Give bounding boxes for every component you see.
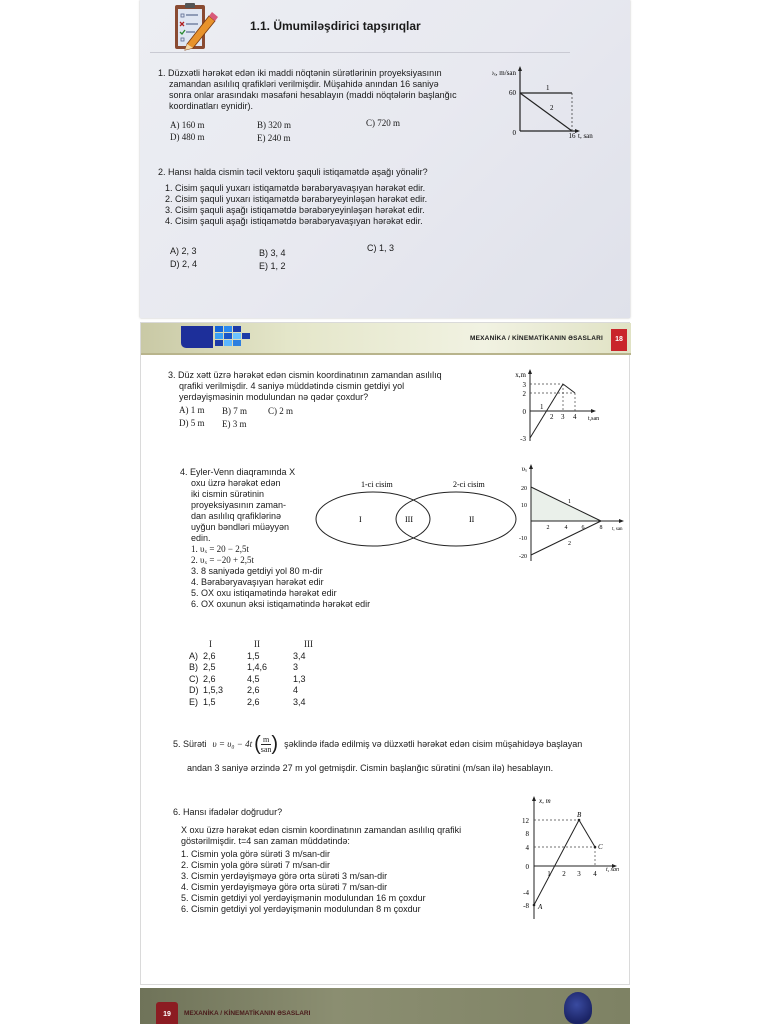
svg-text:8: 8 <box>599 525 603 531</box>
page-3 <box>140 988 630 1024</box>
q4-velocity-graph <box>513 461 628 561</box>
q2-item: 2. Cisim şaquli yuxarı istiqamətdə bərabəryeyinləşən hərəkət edir. <box>165 194 428 204</box>
page-2 <box>140 322 630 985</box>
table-row[interactable]: C) 2,6 4,5 1,3 <box>189 673 306 684</box>
q1-line: sonra onlar arasındakı məsafəni hesablayın (maddi nöqtələrin başlanğıc <box>169 90 457 100</box>
svg-text:-10: -10 <box>519 536 527 542</box>
publisher-logo <box>181 326 213 348</box>
q3-option-b[interactable]: B) 7 m <box>222 406 248 416</box>
q4-answer-table <box>189 639 334 708</box>
svg-text:2: 2 <box>546 525 550 531</box>
section-title: 1.1. Ümumiləşdirici tapşırıqlar <box>250 19 421 33</box>
svg-text:4: 4 <box>573 413 577 421</box>
logo-tiles-icon <box>215 326 251 348</box>
svg-text:0: 0 <box>525 863 529 871</box>
q2-option-c[interactable]: C) 1, 3 <box>367 243 395 253</box>
q3-option-d[interactable]: D) 5 m <box>179 418 205 428</box>
svg-text:2: 2 <box>562 870 566 878</box>
svg-text:x,m: x,m <box>515 371 526 379</box>
q2-statements <box>165 183 427 227</box>
q1-velocity-graph <box>492 63 602 143</box>
q2-item: 4. Cisim şaquli aşağı istiqamətdə bərabəryavaşıyan hərəkət edir. <box>165 216 423 226</box>
svg-text:4: 4 <box>525 844 529 852</box>
q2-item: 3. Cisim şaquli aşağı istiqamətdə bərabəryeyinləşən hərəkət edir. <box>165 205 425 215</box>
venn-diagram <box>313 477 523 552</box>
svg-text:B: B <box>577 811 582 819</box>
q1-option-c[interactable]: C) 720 m <box>366 118 401 128</box>
q5-line-2: andan 3 saniyə ərzində 27 m yol getmişdir. Cismin başlanğıc sürətini (m/san ilə) hesablayın. <box>187 763 554 773</box>
q3-position-graph <box>498 366 613 446</box>
chapter-title: MEXANİKA / KİNEMATİKANIN ƏSASLARI <box>184 1010 311 1017</box>
svg-text:2: 2 <box>550 413 554 421</box>
velocity-formula: υ = υ₀ − 4t <box>212 739 253 749</box>
table-row[interactable]: A) 2,6 1,5 3,4 <box>189 650 306 661</box>
svg-text:-20: -20 <box>519 554 527 560</box>
q1-option-a[interactable]: A) 160 m <box>170 120 205 130</box>
q3-option-c[interactable]: C) 2 m <box>268 406 294 416</box>
q6-position-graph <box>509 791 624 921</box>
svg-text:20: 20 <box>521 486 527 492</box>
q6-item: 5. Cismin getdiyi yol yerdəyişmənin modulundan 16 m çoxdur <box>181 893 426 903</box>
svg-text:1: 1 <box>540 403 544 411</box>
svg-text:0: 0 <box>512 129 516 137</box>
q1-graph-ylabel: υₓ, m/san <box>492 69 516 77</box>
page-1 <box>140 0 630 318</box>
q1-option-b[interactable]: B) 320 m <box>257 120 292 130</box>
svg-text:0: 0 <box>522 408 526 416</box>
svg-text:t,san: t,san <box>588 416 600 422</box>
svg-text:3: 3 <box>577 870 581 878</box>
svg-text:8: 8 <box>525 830 529 838</box>
svg-text:60: 60 <box>509 89 516 97</box>
q6-item: 4. Cismin yerdəyişməyə görə orta sürəti 7 m/san-dir <box>181 882 388 892</box>
svg-text:16: 16 <box>568 132 576 140</box>
q1-line: zamandan asılılıq qrafikləri verilmişdir. Müşahidə anından 16 saniyə <box>169 79 439 89</box>
svg-text:4: 4 <box>593 870 597 878</box>
svg-text:4: 4 <box>564 525 568 531</box>
svg-text:3: 3 <box>522 381 526 389</box>
svg-text:1-ci cisim: 1-ci cisim <box>361 480 393 489</box>
question-5: 5. Sürəti υ = υ₀ − 4t ( m san ) şəklində ifadə edilmiş və düzxətli hərəkət edən cisim müşahidəyə başlayan <box>173 733 583 755</box>
q1-option-e[interactable]: E) 240 m <box>257 133 291 143</box>
q6-item: 6. Cismin getdiyi yol yerdəyişmənin modulundan 8 m çoxdur <box>181 904 421 914</box>
clipboard-pencil-icon <box>173 2 218 52</box>
svg-text:2: 2 <box>522 390 526 398</box>
q2-option-d[interactable]: D) 2, 4 <box>170 259 198 269</box>
svg-text:2: 2 <box>568 541 571 547</box>
svg-text:1: 1 <box>568 499 571 505</box>
svg-text:C: C <box>598 843 603 851</box>
svg-text:x, m: x, m <box>539 797 551 805</box>
q1-option-d[interactable]: D) 480 m <box>170 132 205 142</box>
svg-text:II: II <box>469 515 475 524</box>
chapter-title: MEXANİKA / KİNEMATİKANIN ƏSASLARI <box>469 335 603 342</box>
q1-line: 1. Düzxətli hərəkət edən iki maddi nöqtənin sürətlərinin proyeksiyasının <box>158 68 442 78</box>
table-row[interactable]: D) 1,5,3 2,6 4 <box>189 685 299 695</box>
svg-text:10: 10 <box>521 503 527 509</box>
q2-option-b[interactable]: B) 3, 4 <box>259 248 286 258</box>
svg-text:t, san: t, san <box>606 867 620 873</box>
svg-text:t, san: t, san <box>612 527 623 532</box>
q6-title: 6. Hansı ifadələr doğrudur? <box>173 807 283 817</box>
q3-option-e[interactable]: E) 3 m <box>222 419 247 429</box>
svg-text:t, san: t, san <box>578 132 593 140</box>
q1-line: koordinatları eynidir). <box>169 101 254 111</box>
table-row[interactable]: B) 2,5 1,4,6 3 <box>189 662 299 672</box>
table-header: I II III <box>209 639 313 649</box>
question-1 <box>158 68 457 112</box>
svg-text:6: 6 <box>581 525 585 531</box>
svg-text:-8: -8 <box>523 902 529 910</box>
svg-text:12: 12 <box>522 817 529 825</box>
page-number: 18 <box>611 329 627 351</box>
q6-item: 2. Cismin yola görə sürəti 7 m/san-dir <box>181 860 331 870</box>
unit-fraction: m san <box>260 735 272 754</box>
q3-option-a[interactable]: A) 1 m <box>179 405 205 415</box>
svg-text:1: 1 <box>547 870 551 878</box>
q2-option-e[interactable]: E) 1, 2 <box>259 261 286 271</box>
lion-logo-icon <box>564 992 592 1024</box>
q6-item: 3. Cismin yerdəyişməyə görə orta sürəti 3 m/san-dir <box>181 871 388 881</box>
q2-title: 2. Hansı halda cismin təcil vektoru şaquli istiqamətdə aşağı yönəlir? <box>158 167 428 177</box>
page-number: 19 <box>156 1002 178 1024</box>
q6-body: X oxu üzrə hərəkət edən cismin koordinatının zamandan asılılıq qrafiki göstərilmişdir. t=4 san zaman müddətində: 1. Cismin yola görə sürəti 3 m/san-dir 2. Cismin yola görə sürəti 7 m/san-dir 3. Cismin yerdəyişməyə görə orta sürəti 3 m/san-dir 4. Cismin yerdəyişməyə görə orta sürəti 7 m/san-dir 5. Cismin getdiyi yol yerdəyişmənin modulundan 16 m çoxdur 6. Cismin getdiyi yol yerdəyişmənin modulundan 8 m çoxdur <box>181 825 462 914</box>
question-4: 4. Eyler-Venn diaqramında X oxu üzrə hərəkət edən iki cismin sürətinin proyeksiyasının zaman- dan asılılıq qrafiklərinə uyğun bəndləri müəyyən edin. 1. υₓ = 20 − 2,5t 2. υₓ = −20 + 2,5t 3. 8 saniyədə getdiyi yol 80 m-dir 4. Bərabəryavaşıyan hərəkət edir 5. OX oxu istiqamətində hərəkət edir 6. OX oxunun əksi istiqamətində hərəkət edir <box>180 467 371 609</box>
svg-text:υₓ: υₓ <box>521 465 527 473</box>
title-divider <box>150 52 570 53</box>
svg-text:A: A <box>538 903 543 911</box>
q2-option-a[interactable]: A) 2, 3 <box>170 246 197 256</box>
svg-text:2-ci cisim: 2-ci cisim <box>453 480 485 489</box>
svg-text:-3: -3 <box>520 435 526 443</box>
page-header <box>141 323 631 355</box>
q6-item: 1. Cismin yola görə sürəti 3 m/san-dir <box>181 849 331 859</box>
svg-text:2: 2 <box>550 104 554 112</box>
svg-text:1: 1 <box>546 84 550 92</box>
svg-text:3: 3 <box>561 413 565 421</box>
table-row[interactable]: E) 1,5 2,6 3,4 <box>189 696 306 707</box>
question-3: 3. Düz xətt üzrə hərəkət edən cismin koordinatının zamandan asılılıq qrafiki verilmişdir. 4 saniyə müddətində cismin getdiyi yol yerdəyişməsinin modulundan nə qədər çoxdur? <box>168 370 442 402</box>
q2-item: 1. Cisim şaquli yuxarı istiqamətdə bərabəryavaşıyan hərəkət edir. <box>165 183 426 193</box>
svg-text:III: III <box>405 515 413 524</box>
svg-text:-4: -4 <box>523 889 529 897</box>
svg-text:I: I <box>359 515 362 524</box>
